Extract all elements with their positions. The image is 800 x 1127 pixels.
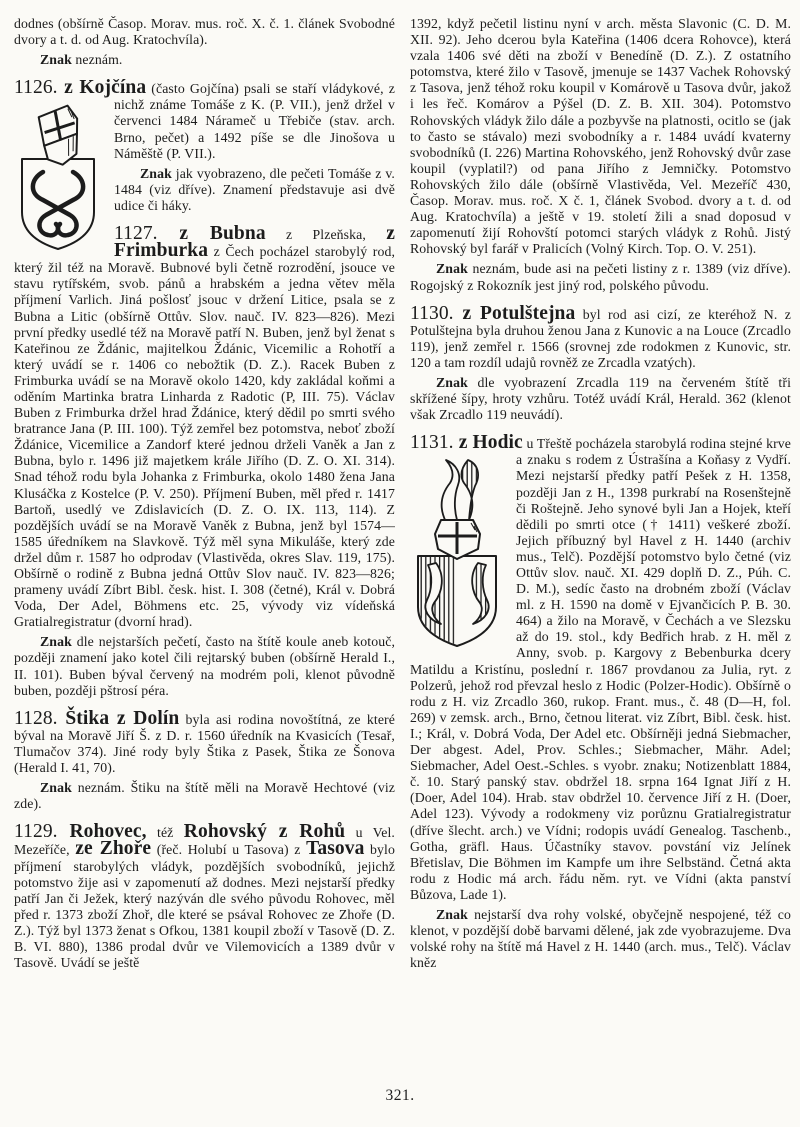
- entry-1128-paragraph: 1128. Štika z Dolín byla asi rodina novoštítná, ze které býval na Moravě Jiří Š. z D. r. 1560 úředník na Kvasicích (Tesař, Tlumačov 374). Jiné rody byly Štika z Pasek, Štika ze Šonova (Herald I. 41, 70).: [14, 707, 395, 776]
- entry-1129-continuation-paragraph: 1392, když pečetil listinu nyní v arch. města Slavonic (C. D. M. XII. 92). Jeho dcerou byla Kateřina (1406 dcera Rohovce), která vzala 1406 své děti na zboží v Benedíně (D. Z.). Z ostatního potomstva, které žilo v Tasově, jmenuje se 1437 Vachek Rohovský z Tasova, jenž téhož roku koupil v Komárově u Tasova dvůr, jakož i les řeč. Komárov a Pýšel (D. Z. B. XII. 304). Potomstvo Rohovských vládyk žilo dále a pozbyvše na platnosti, ocitlo se (jak to často se stávalo) mezi svobodníky a r. 1484 uvádí kvaterny svobodníků (I. 226) Martina Rohovského, jenž Rohovský dvůr zase koupil (vyplatil?) od pana Jiřího z Jemničky. Potomstvo Rohovských žilo dále (obšírně Vlastivěda, Vel. Mezeříč 430, Časop. Morav. mus. roč. X č. 1, článek Svobod. dvory a t. d. od Aug. Kratochvíla) a ještě v 19. století žili a snad doposud v zapomenutí žijí Rohovští potomci starých vládyk z Rohů. Jistý Rohovský byl farář v Pralicích (Volný Kirch. Top. O. V. 251).: [410, 16, 791, 257]
- entry-1131-heading: 1131. z Hodic u Třeště pocházela starobylá rodina: [410, 432, 727, 454]
- entry-1131-paragraph: [410, 432, 791, 903]
- left-column: [14, 16, 395, 971]
- entry-1130-paragraph: 1130. z Potulštejna byl rod asi cizí, ze kteréhož N. z Potulštejna byla druhou ženou Jana z Kunovic a na Louce (Zrcadlo 119), jenž zemřel r. 1566 (srovnej zde rodokmen z Kunovic, str. 120 a tam rozdíl udajů rovněž ze Zrcadla vzatých).: [410, 302, 791, 370]
- znak-paragraph-1130: Znak dle vyobrazení Zrcadla 119 na červeném štítě tři skřížené šípy, hroty vzhůru. Totéž uvádí Král, Herald. 362 (klenot však Zrcadlo 119 neuvádí).: [410, 374, 791, 423]
- znak-paragraph-pre-1126: Znak neznám.: [40, 52, 123, 68]
- kojcina-coat-of-arms-image: [14, 101, 102, 251]
- znak-paragraph-1127: Znak dle nejstarších pečetí, často na štítě koule aneb kotouč, později znamení jako kotel čili rejtarský buben (obšírně Herald I., II. 101). Buben býval červený na modrém poli, klenot původně buben, později pštrosí péra.: [14, 634, 395, 698]
- entry-1129-paragraph: 1129. Rohovec, též Rohovský z Rohů u Vel. Mezeříče, ze Zhoře (řeč. Holubí u Tasova) z Tasova bylo příjmení starobylých vládyk, pozdějších svobodníků, jejichž potomstvo žije asi v zapomenutí až dodnes. Mezi nejstarší předky patří Jan či Ježek, který nazýván dle svého původu Rohovec, měl před r. 1373 zboží Zhoř, dle které se psával Rohovec ze Zhoře (D. Z.). Týž byl 1373 ženat s Ofkou, 1381 koupil zboží v Tasově (D. Z. B. VI. 880), 1386 prodal dvůr ve Vilemovicích a 1389 dvůr v Tasově. Uvádí se ještě: [14, 821, 395, 971]
- continuation-paragraph: dodnes (obšírně Časop. Morav. mus. roč. X. č. 1. článek Svobodné dvory a t. d. od Aug. Kratochvíla).: [14, 16, 395, 48]
- entry-1126-text: vládykové, z nichž známe Tomáše z K. (P. VII.), jenž držel v červenci 1484 Nárameč u Třebiče (stav. arch. Brno, pečet) a 1492 píše se dle Jinošova u Náměště (P. VII.).: [114, 81, 395, 161]
- entry-1126-paragraph: [14, 77, 395, 161]
- znak-paragraph-1126: Znak jak vyobrazeno, dle pečeti Tomáše z v. 1484 (viz dříve). Znamení představuje asi dvě udice či háky.: [114, 165, 395, 213]
- hodice-coat-of-arms-image: [410, 456, 504, 656]
- entry-1131-text: stejné krve a znaku s rodem z Ústrašína a Koňasy z Vydří. Mezi nejstarší předky patří Pešek z H. 1358, později Jan z H., 1398 purkrabí na Rosenštejně či Roštejně. Jeho synové byli Jan a Hojek, kteří dědili po smrti otce († 1411) veškeré zboží. Jejich příbuzný byl Havel z H. 1440 (archiv mus., Telč). Pozdější potomstvo bylo četné (viz Ottův slov. nauč. XI. 429 doplň D. Z., Púh. C. D. M.), sedíc často na drobném zboží (Václav ml. z H. 1590 na domě v Ejvančicích P. B. 30. 464) a žilo na Moravě, v Čechách a ve Slezsku až do 19. stol., kdy Bedřich hrab. z H. měl z Anny, svob. p. Kargovy z Bebenburka dcery Matildu a Kristínu, poslední r. 1867 provdanou za Julia, ryt. z Polzerů, jehož rod převzal heslo z Hodic (Polzer-Hodic). Obšírně o rodu z H. viz Zrcadlo 360, rukop. Frant. mus., č. 48 (D—H, fol. 269) v zemsk. arch., Brno, četnou literat. viz Zíbrt, Bibl. česk. hist. I.; Král, v. Dobrá Voda, Der Adel etc. Obšírněji jedná Siebmacher, Der abgest. Adel, Prov. Schles.; Siebmacher, Mähr. Adel; Siebmacher, Adel Oest.-Schles. s vyobr. znaku; Notizenblatt 1884, č. 10. Starý panský stav. obdržel 18. srpna 164 Ignat Jiří z H. (Doer, Adel 104). Hrab. stav obdržel 10. července Jiří z H. (Doer, Adel 123). Vývody a rodokmeny viz porůznu Gratialregistratur (dříve šlecht. arch.) ve Vídni; rodopis uvádí Genealog. Taschenb., Gotha, gräfl. Haus. Účastníky stavov. povstání viz Jelínek Břetislav, Die Böhmen im Kampfe um ihre Selbständ. Četná akta rodu z Hodic má arch. řádu něm. ryt. ve Vídni (akta panství Bůzova, Lade 1).: [410, 436, 791, 902]
- page-number: 321.: [385, 1087, 415, 1104]
- znak-paragraph-1128: Znak neznám. Štiku na štítě měli na Moravě Hechtové (viz zde).: [14, 780, 395, 812]
- text-columns: [14, 16, 791, 971]
- right-column: [410, 16, 791, 971]
- entry-1127-paragraph: 1127. z Bubna z Plzeňska, z Frimburka z Čech pocházel starobylý rod, který žil též na Moravě. Bubnové byli četně rozrodění, jsouce ve stavu rytířském, svob. pánů a hrabském a jedna větev měla příjmení Varlich. Jiná pošlosť jsouc v držení Litice, psala se z Bubna a Litic (obšírně Ottův. Slov. nauč. IV. 823—826). Mezi první předky usedlé též na Moravě patří N. Buben, jenž byl ženat s Kateřinou ze Ždánic, majitelkou Ždánic, Vicemilic a Rohotří a který uvádí se r. 1406 co nebožtik (D. Z.). Racek Buben z Frimburka uvádí se na Moravě okolo 1420, kdy zakládal koňmi a oděním Martinka bratra Linharda z Radotic (P, III. 75). Václav Buben z Frimburka držel hrad Ždánice, který dědil po smrti svého bratrance Jana (P. III. 100). Týž zemřel bez potomstva, neboť zboží Ždánice, Vicemilice a Zandorf které jednou drželi Vaněk a Jan z Bubna, bylo r. 1496 již majetkem krále Jiřího (D. Z. O. XI. 314). Snad téhož rodu byla Johanka z Frimburka, okolo 1480 žena Jana Klusáčka z Kostelce (P. V. 250). Příjmení Buben, měl před r. 1417 Bartoň, usedlý ve Zdislavicích (D. Z. O. IX. 113, 114). Z pozdějších uvádí se na Moravě Vaněk z Bubna, jenž byl 1574—1585 úředníkem na Slavkově. Týž měl syna Mikuláše, který zde držel dům r. 1587 ho odprodav (Vlastivěda, okres Slav. 119, 175). Obšírně o rodině z Bubna jedná Ottův Slov nauč. IV. 823—826; prameny uvádí Zíbrt Bibl. česk. hist. I. 308 (četné), Král v. Dobrá Voda, Der Adel, Böhmens etc. 25, vývody viz vídeňská Gratialregistratur (dvorní hrad).: [14, 223, 395, 630]
- znak-paragraph-1131: Znak nejstarší dva rohy volské, obyčejně nespojené, též co klenot, v pozdější době barvami dělené, jak zde vyobrazujeme. Dva volské rohy na štítě má Havel z H. 1440 (arch. mus., Telč). Václav kněz: [410, 906, 791, 971]
- znak-paragraph-1129: Znak neznám, bude asi na pečeti listiny z r. 1389 (viz dříve). Rogojský z Rokozník jest jiný rod, polského původu.: [410, 261, 791, 293]
- entry-1126-heading: 1126. z Kojčína (často Gojčína) psali se staří: [14, 77, 317, 99]
